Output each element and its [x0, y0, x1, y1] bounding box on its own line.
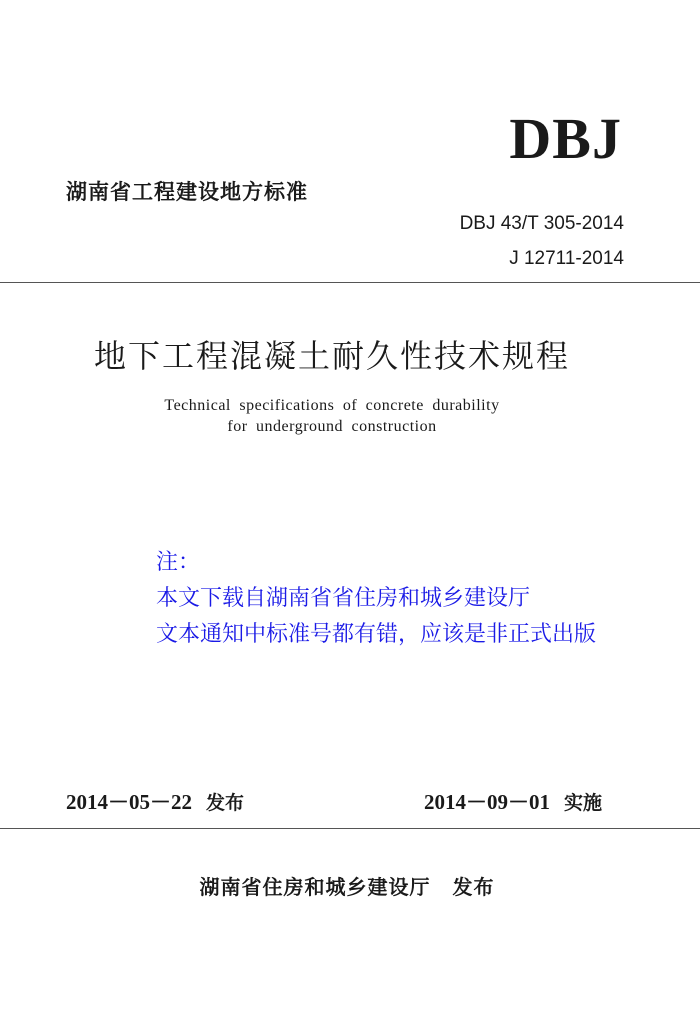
publisher-name: 湖南省住房和城乡建设厅 — [199, 875, 431, 899]
note-line-1: 本文下载自湖南省省住房和城乡建设厅 — [156, 586, 531, 611]
bottom-divider — [0, 828, 700, 829]
standard-number: DBJ 43/T 305-2014 — [459, 213, 624, 234]
note-heading: 注： — [156, 550, 201, 575]
standard-category: 湖南省工程建设地方标准 — [66, 180, 308, 204]
publish-label: 发布 — [206, 792, 245, 814]
record-number: J 12711-2014 — [509, 248, 624, 269]
effective-label: 实施 — [564, 792, 603, 814]
publish-date-block — [66, 792, 244, 813]
note-line-2: 文本通知中标准号都有错，应该是非正式出版 — [156, 622, 597, 647]
dbj-logo: DBJ — [509, 106, 622, 171]
top-divider — [0, 282, 700, 283]
publisher-line — [0, 877, 700, 897]
publish-date: 2014－05－22 — [66, 790, 192, 814]
effective-date: 2014－09－01 — [424, 790, 550, 814]
english-title-line-2: for underground construction — [227, 418, 437, 435]
effective-date-block — [424, 792, 602, 813]
publisher-suffix: 发布 — [452, 875, 495, 899]
page-title: 地下工程混凝土耐久性技术规程 — [93, 337, 570, 375]
english-title-line-1: Technical specifications of concrete durability — [164, 397, 500, 414]
